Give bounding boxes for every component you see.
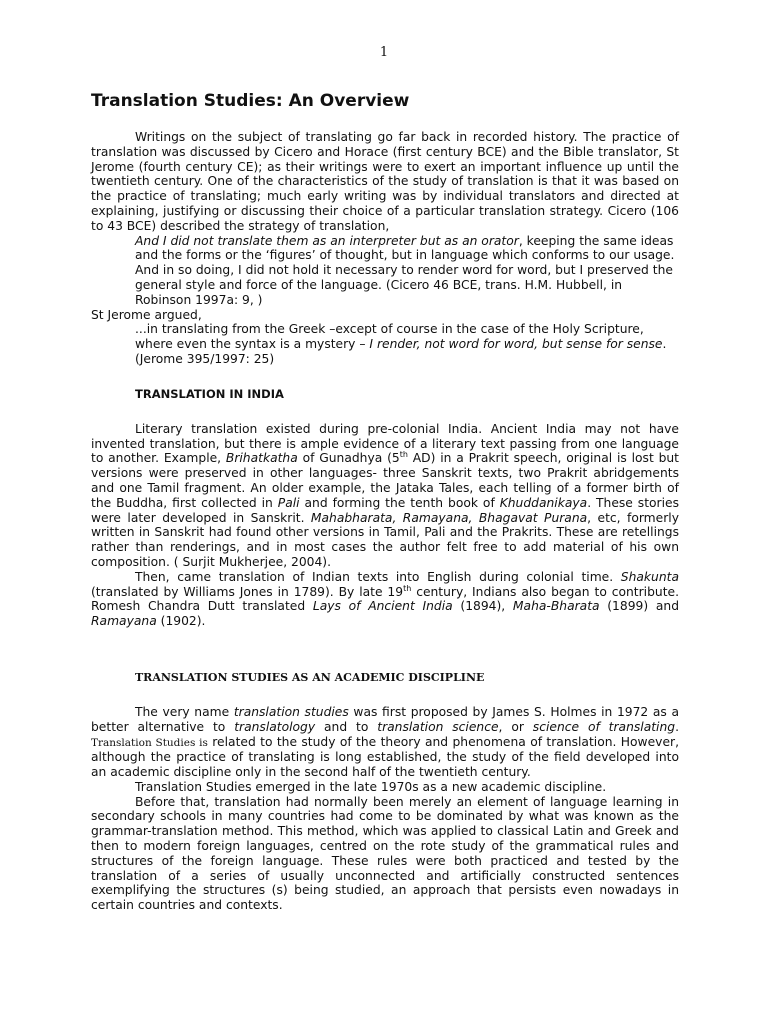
page-number: 1 <box>379 45 389 60</box>
cicero-quote-rest: , keeping the same ideas and the forms or the ‘figures’ of thought, but in language which conforms to our usage. And in so doing, I did not hold it necessary to render word for word, but I preserved the general style and force of the language. (Cicero 46 BCE, trans. H.M. Hubbell, in Robinson 1997a: 9, ) <box>135 233 675 307</box>
academic-p1-d: , or <box>498 719 533 734</box>
jerome-quote-b: . (Jerome 395/1997: 25) <box>135 337 667 366</box>
india-p1-pali: Pali <box>277 495 300 510</box>
india-p2-c: century, Indians also began to contribute. Romesh Chandra Dutt translated <box>91 584 679 614</box>
academic-p1-b: was first proposed by James S. Holmes in 1972 as a better alternative to <box>91 704 679 734</box>
jerome-quote <box>135 322 679 366</box>
academic-paragraph-2: Translation Studies emerged in the late 1970s as a new academic discipline. <box>135 779 607 794</box>
india-p1-f: , etc, formerly written in Sanskrit had found other versions in Tamil, Pali and the Prakrits. These are retellings rather than renderings, and in most cases the author felt free to add material of his own composition. ( Surjit Mukherjee, 2004). <box>91 510 679 569</box>
india-p1-e: . These stories were later developed in Sanskrit. <box>91 495 679 525</box>
india-p1-epics: Mahabharata, Ramayana, Bhagavat Purana <box>310 510 588 525</box>
india-p2-lays: Lays of Ancient India <box>312 599 453 614</box>
india-p1-d: and forming the tenth book of <box>299 495 500 510</box>
section-heading-academic: TRANSLATION STUDIES AS AN ACADEMIC DISCIPLINE <box>135 670 485 684</box>
academic-p1-c: and to <box>315 719 378 734</box>
academic-p1-translatology: translatology <box>234 719 316 734</box>
cicero-quote <box>135 234 679 308</box>
india-p2-f: (1902). <box>156 614 206 629</box>
academic-paragraph-3: Before that, translation had normally been merely an element of language learning in secondary schools in many countries had come to be dominated by what was known as the grammar-translation method. This method, which was applied to classical Latin and Greek and then to modern foreign languages, centred on the rote study of the grammatical rules and structures of the foreign language. These rules were both practiced and tested by the translation of a series of usually unconnected and artificially constructed sentences exemplifying the structures (s) being studied, an approach that persists even nowadays in certain countries and contexts. <box>91 794 679 913</box>
india-p1-b: of Gunadhya (5 <box>297 451 400 466</box>
academic-p1-science-of-translating: science of translating <box>532 719 676 734</box>
india-paragraph-2 <box>91 570 679 629</box>
india-p1-sup: th <box>399 450 408 460</box>
page-title: Translation Studies: An Overview <box>91 91 410 111</box>
cicero-quote-italic: And I did not translate them as an interpreter but as an orator <box>135 233 519 248</box>
jerome-quote-a: ...in translating from the Greek –except of course in the case of the Holy Scripture, where even the syntax is a mystery – <box>135 322 644 352</box>
section-heading-india: TRANSLATION IN INDIA <box>135 386 284 401</box>
india-p2-maha-bharata: Maha-Bharata <box>512 599 600 614</box>
india-p2-e: (1899) and <box>599 599 679 614</box>
academic-p1-translation-studies: translation studies <box>233 704 349 719</box>
academic-paragraph-1 <box>91 705 679 780</box>
intro-paragraph: Writings on the subject of translating go far back in recorded history. The practice of translation was discussed by Cicero and Horace (first century BCE) and the Bible translator, St Jerome (fourth century CE); as their writings were to exert an important influence up until the twentieth century. One of the characteristics of the study of translation is that it was based on the practice of translating; much early writing was by individual translators and directed at explaining, justifying or discussing their choice of a particular translation strategy. Cicero (106 to 43 BCE) described the strategy of translation, <box>91 130 679 233</box>
india-p2-b: (translated by Williams Jones in 1789). By late 19 <box>91 584 404 599</box>
india-p1-a: Literary translation existed during pre-colonial India. Ancient India may not have invented translation, but there is ample evidence of a literary text passing from one language to another. Example, <box>91 421 679 466</box>
academic-p1-translation-science: translation science <box>377 719 499 734</box>
document-body <box>91 90 679 913</box>
india-p1-khuddanikaya: Khuddanikaya <box>499 495 588 510</box>
academic-p1-translation-studies-is: Translation Studies is <box>91 736 208 749</box>
academic-p1-e: . <box>675 719 679 734</box>
jerome-intro: St Jerome argued, <box>91 307 202 322</box>
academic-p1-a: The very name <box>135 704 234 719</box>
india-p2-d: (1894), <box>452 599 513 614</box>
india-p2-sup: th <box>403 583 412 593</box>
academic-p1-f: related to the study of the theory and phenomena of translation. However, although the practice of translating is long established, the study of the field developed into an academic discipline only in the second half of the twentieth century. <box>91 734 679 780</box>
jerome-quote-italic: I render, not word for word, but sense for sense <box>365 337 663 352</box>
india-p2-shakunta: Shakunta <box>620 569 679 584</box>
india-p1-c: AD) in a Prakrit speech, original is lost but versions were preserved in other languages- three Sanskrit texts, two Prakrit abridgements and one Tamil fragment. An older example, the Jataka Tales, each telling of a former birth of the Buddha, first collected in <box>91 451 679 510</box>
india-p2-ramayana: Ramayana <box>91 614 157 629</box>
india-paragraph-1 <box>91 422 679 570</box>
india-p1-brihatkatha: Brihatkatha <box>225 451 298 466</box>
india-p2-a: Then, came translation of Indian texts into English during colonial time. <box>135 569 621 584</box>
